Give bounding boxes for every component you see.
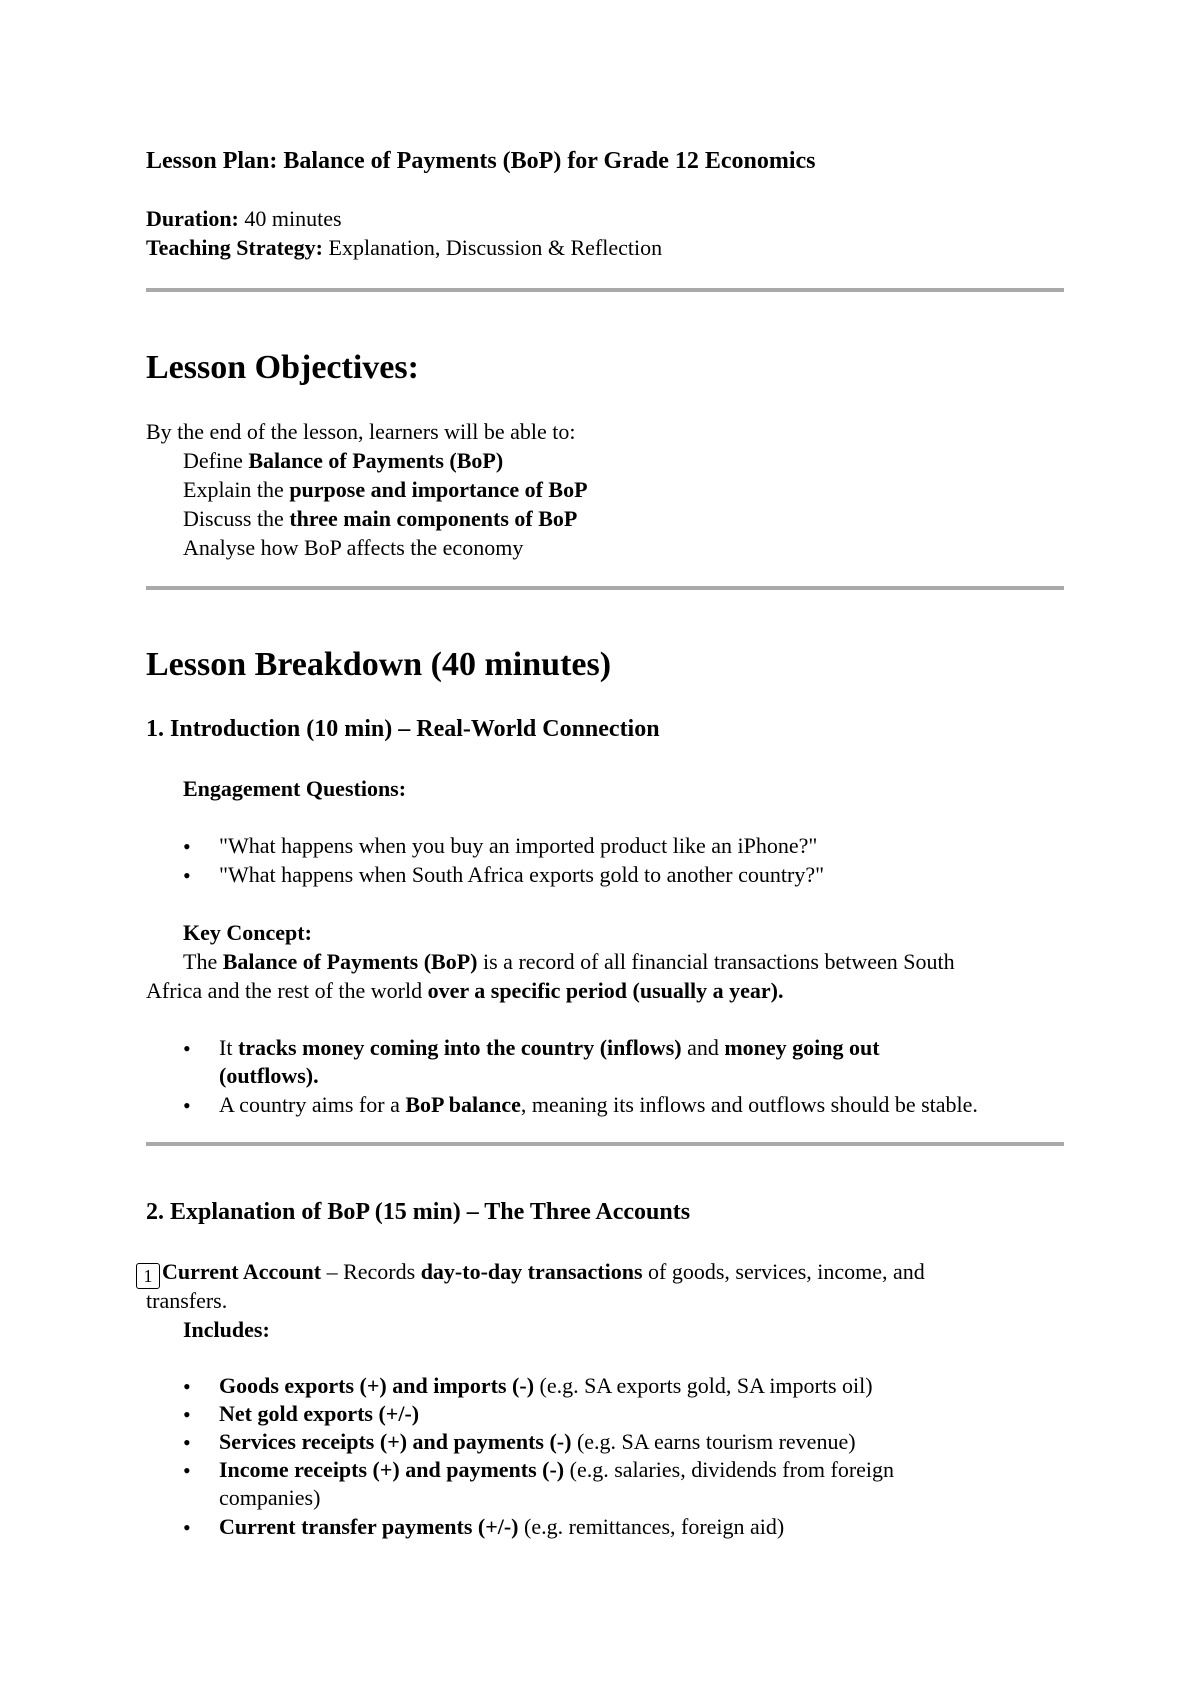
duration-line	[146, 204, 342, 233]
duration-label: Duration:	[146, 206, 239, 231]
account-item: Services receipts (+) and payments (-) (e.g. SA earns tourism revenue)	[219, 1429, 856, 1454]
bullet-icon: •	[183, 1093, 191, 1118]
explanation-heading: 2. Explanation of BoP (15 min) – The Three Accounts	[146, 1199, 691, 1225]
bullet-icon: •	[183, 1430, 191, 1455]
strategy-value: Explanation, Discussion & Reflection	[328, 235, 663, 260]
key-concept-label: Key Concept:	[183, 920, 312, 945]
concept-line-2: Africa and the rest of the world over a specific period (usually a year).	[146, 978, 784, 1003]
bullet-icon: •	[183, 834, 191, 859]
concept-point: It tracks money coming into the country (inflows) and money going out (outflows).	[219, 1035, 880, 1088]
objective-item: Discuss the three main components of BoP	[183, 506, 578, 531]
objectives-intro: By the end of the lesson, learners will be able to:	[146, 419, 576, 444]
objective-item: Explain the purpose and importance of BoP	[183, 477, 588, 502]
document-title: Lesson Plan: Balance of Payments (BoP) for Grade 12 Economics	[146, 148, 816, 174]
includes-label: Includes:	[183, 1317, 270, 1342]
divider-3	[146, 1142, 1064, 1146]
bullet-icon: •	[183, 1458, 191, 1483]
divider-2	[146, 586, 1064, 590]
duration-value: 40 minutes	[244, 206, 342, 231]
question-item: "What happens when you buy an imported product like an iPhone?"	[219, 833, 818, 858]
objective-item: Define Balance of Payments (BoP)	[183, 448, 504, 473]
account-item: Net gold exports (+/-)	[219, 1401, 420, 1426]
account-item: Income receipts (+) and payments (-) (e.g. salaries, dividends from foreign companies)	[219, 1457, 895, 1510]
introduction-heading: 1. Introduction (10 min) – Real-World Connection	[146, 716, 660, 742]
bullet-icon: •	[183, 1402, 191, 1427]
engagement-label: Engagement Questions:	[183, 776, 407, 801]
number-one-badge-icon: 1	[136, 1263, 160, 1289]
account-item: Current transfer payments (+/-) (e.g. remittances, foreign aid)	[219, 1514, 785, 1539]
bullet-icon: •	[183, 1036, 191, 1061]
current-account-line-2: transfers.	[146, 1288, 228, 1313]
current-account-line: 1 Current Account – Records day-to-day transactions of goods, services, income, and	[136, 1257, 925, 1289]
bullet-icon: •	[183, 1374, 191, 1399]
objective-item: Analyse how BoP affects the economy	[183, 535, 524, 560]
question-item: "What happens when South Africa exports gold to another country?"	[219, 862, 825, 887]
bullet-icon: •	[183, 863, 191, 888]
breakdown-heading: Lesson Breakdown (40 minutes)	[146, 646, 612, 683]
bullet-icon: •	[183, 1515, 191, 1540]
strategy-line	[146, 233, 662, 262]
strategy-label: Teaching Strategy:	[146, 235, 324, 260]
divider-1	[146, 288, 1064, 292]
objectives-heading: Lesson Objectives:	[146, 349, 419, 386]
account-item: Goods exports (+) and imports (-) (e.g. SA exports gold, SA imports oil)	[219, 1373, 873, 1398]
concept-point: A country aims for a BoP balance, meaning its inflows and outflows should be stable.	[219, 1092, 978, 1117]
concept-line-1: The Balance of Payments (BoP) is a record of all financial transactions between South	[183, 949, 955, 974]
